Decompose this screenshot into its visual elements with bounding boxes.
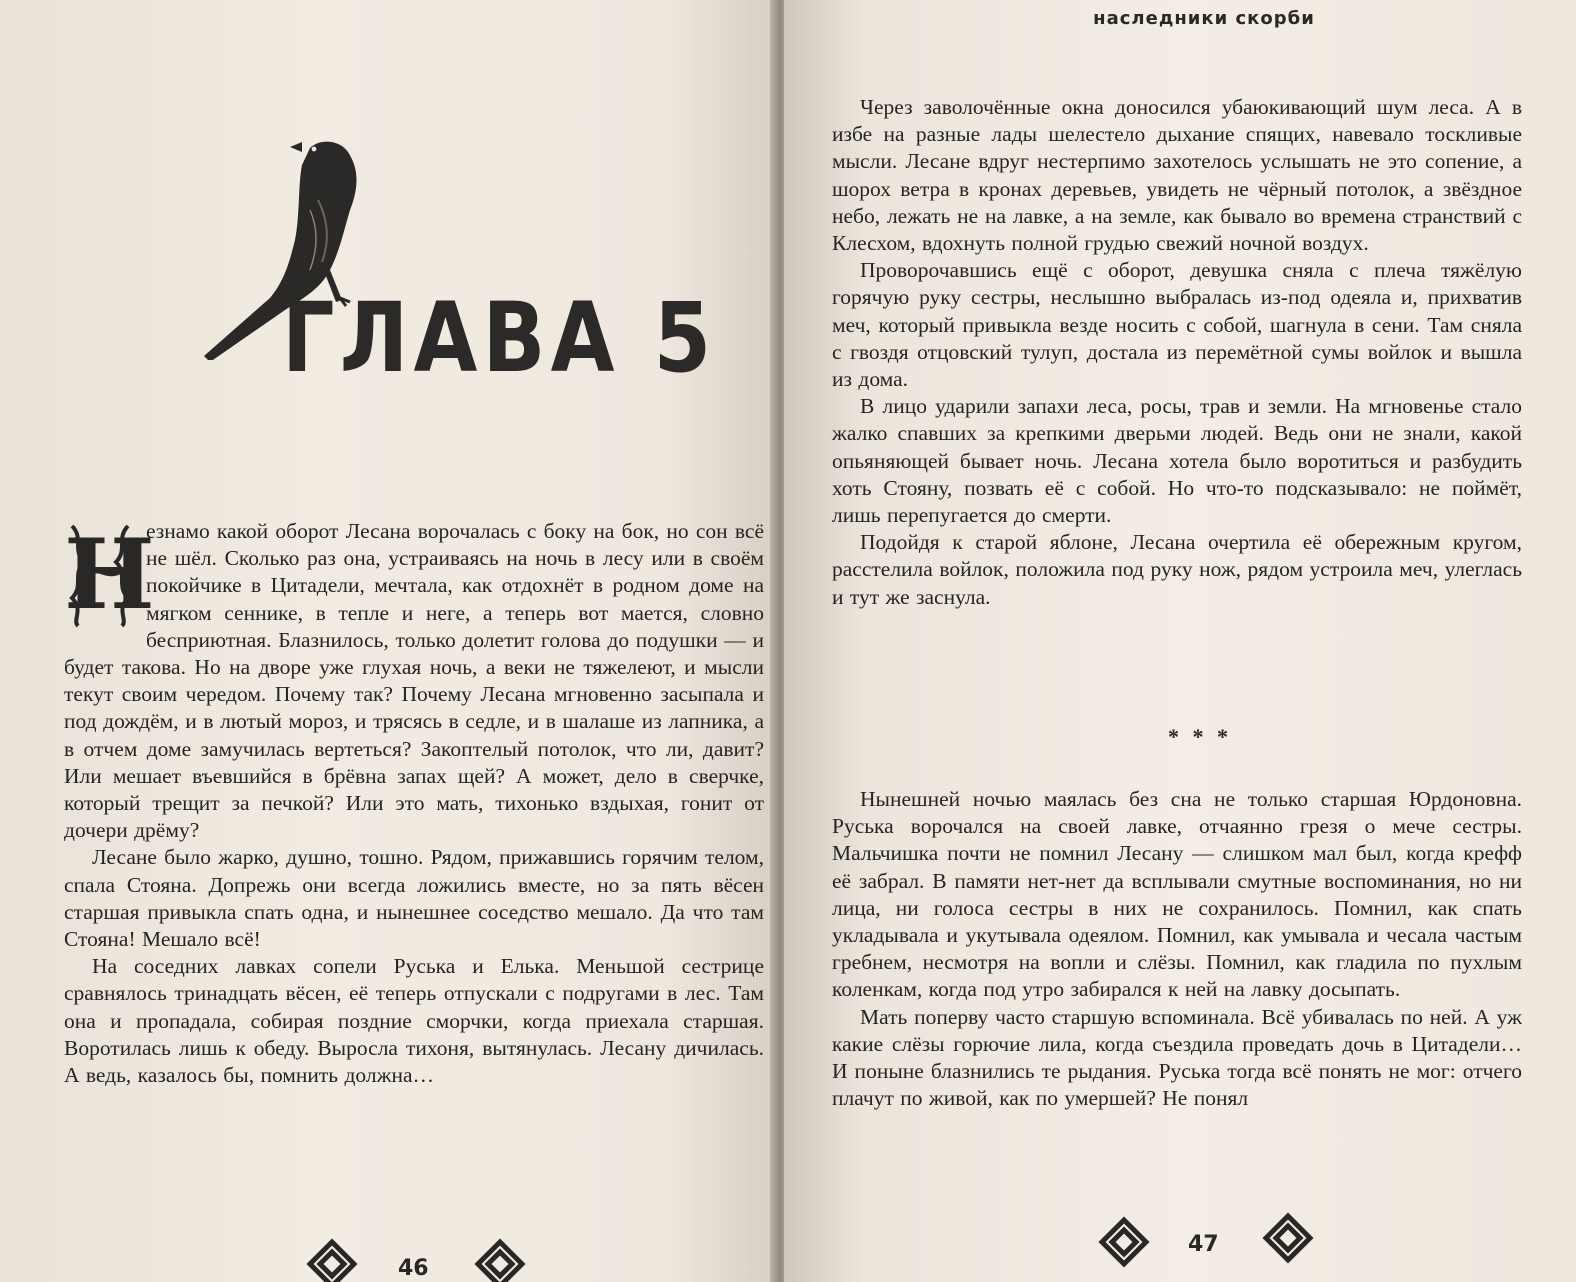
paragraph: Проворочавшись ещё с оборот, девушка сняла с плеча тяжёлую горячую руку сестры, неслышно выбралась из-под одеяла и, прихватив меч, который привыкла везде носить с собой, шагнула в сени. Там сняла с гвоздя отцовский тулуп, достала из перемётной сумы войлок и вышла из дома.	[832, 258, 1522, 392]
paragraph: Лесане было жарко, душно, тошно. Рядом, прижавшись горячим телом, спала Стояна. Допрежь они всегда ложились вместе, но за пять вёсен старшая привыкла спать одна, и нынешнее соседство мешало. Да что там Стояна! Мешало всё!	[64, 845, 764, 952]
paragraph: Н езнамо какой оборот Лесана ворочалась с боку на бок, но сон всё не шёл. Сколько раз она, устраиваясь на ночь в лесу или в своём покойчике в Цитадели, мечтала, как отдохнёт в родном доме на мягком сеннике, в тепле и неге, а теперь вот мается, словно бесприютная. Блазнилось, только долетит голова до подушки — и будет такова. Но на дворе уже глухая ночь, а веки не тяжелеют, и мысли текут своим чередом. Почему так? Почему Лесана мгновенно засыпала и под дождём, и в лютый мороз, и трясясь в седле, и в шалаше из лапника, а в отчем доме замучилась вертеться? Закоптелый потолок, что ли, давит? Или мешает въевшийся в брёвна запах щей? А может, дело в сверчке, который трещит за печкой? Или это мать, тихонько вздыхая, гонит от дочери дрёму?	[64, 518, 764, 843]
knot-ornament-icon	[306, 1238, 358, 1282]
right-page-text-top	[832, 94, 1522, 611]
paragraph: Мать поперву часто старшую вспоминала. Всё убивалась по ней. А уж какие слёзы горючие лила, когда съездила проведать дочь в Цитадели… И поныне блазнились те рыдания. Руська тогда всё понять не мог: отчего плачут по живой, как по умершей? Не понял	[832, 1004, 1522, 1111]
paragraph: В лицо ударили запахи леса, росы, трав и земли. На мгновенье стало жалко спавших за крепкими дверьми людей. Ведь они не знали, какой опьяняющей бывает ночь. Лесана хотела было воротиться и разбудить хоть Стояну, позвать её с собой. Но что-то подсказывало: не поймёт, лишь перепугается до смерти.	[832, 394, 1522, 528]
knot-ornament-icon	[1262, 1212, 1314, 1264]
paragraph: Подойдя к старой яблоне, Лесана очертила её обережным кругом, расстелила войлок, положила под руку нож, рядом устроила меч, улеглась и тут же заснула.	[832, 530, 1522, 609]
knot-ornament-icon	[1098, 1216, 1150, 1268]
paragraph: На соседних лавках сопели Руська и Елька. Меньшой сестрице сравнялось тринадцать вёсен, её теперь отпускали с подругами в лес. Там она и пропадала, собирая поздние сморчки, когда приехала старшая. Воротилась лишь к обеду. Выросла тихоня, вытянулась. Лесану дичилась. А ведь, казалось бы, помнить должна…	[64, 954, 764, 1088]
paragraph: Через заволочённые окна доносился убаюкивающий шум леса. А в избе на разные лады шелестело дыхание спящих, навевало тоскливые мысли. Лесане вдруг нестерпимо захотелось услышать не это сопение, а шорох ветра в кронах деревьев, увидеть не чёрный потолок, а звёздное небо, лежать не на лавке, а на земле, как бывало во времена странствий с Клесхом, вдохнуть полной грудью свежий ночной воздух.	[832, 95, 1522, 256]
section-break: * * *	[1168, 724, 1232, 749]
drop-cap: Н	[64, 518, 155, 631]
right-page-text-bottom	[832, 786, 1522, 1112]
running-head: наследники скорби	[1093, 8, 1315, 29]
paragraph: Нынешней ночью маялась без сна не только старшая Юрдоновна. Руська ворочался на своей лавке, отчаянно грезя о мече сестры. Мальчишка почти не помнил Лесану — слишком мал был, когда крефф её забрал. В памяти нет-нет да всплывали смутные воспоминания, но ни лица, ни голоса сестры в них не сохранилось. Помнил, как спать укладывала и укутывала одеялом. Помнил, как умывала и чесала частым гребнем, несмотря на вопли и слёзы. Помнил, как гладила по пухлым коленкам, когда под утро забирался к ней на лавку досыпать.	[832, 787, 1522, 1002]
left-page	[0, 0, 776, 1282]
page-number: 46	[398, 1256, 429, 1281]
knot-ornament-icon	[474, 1238, 526, 1282]
page-number: 47	[1188, 1232, 1219, 1257]
chapter-title: ГЛАВА 5	[282, 282, 717, 394]
left-page-text	[64, 518, 764, 1089]
